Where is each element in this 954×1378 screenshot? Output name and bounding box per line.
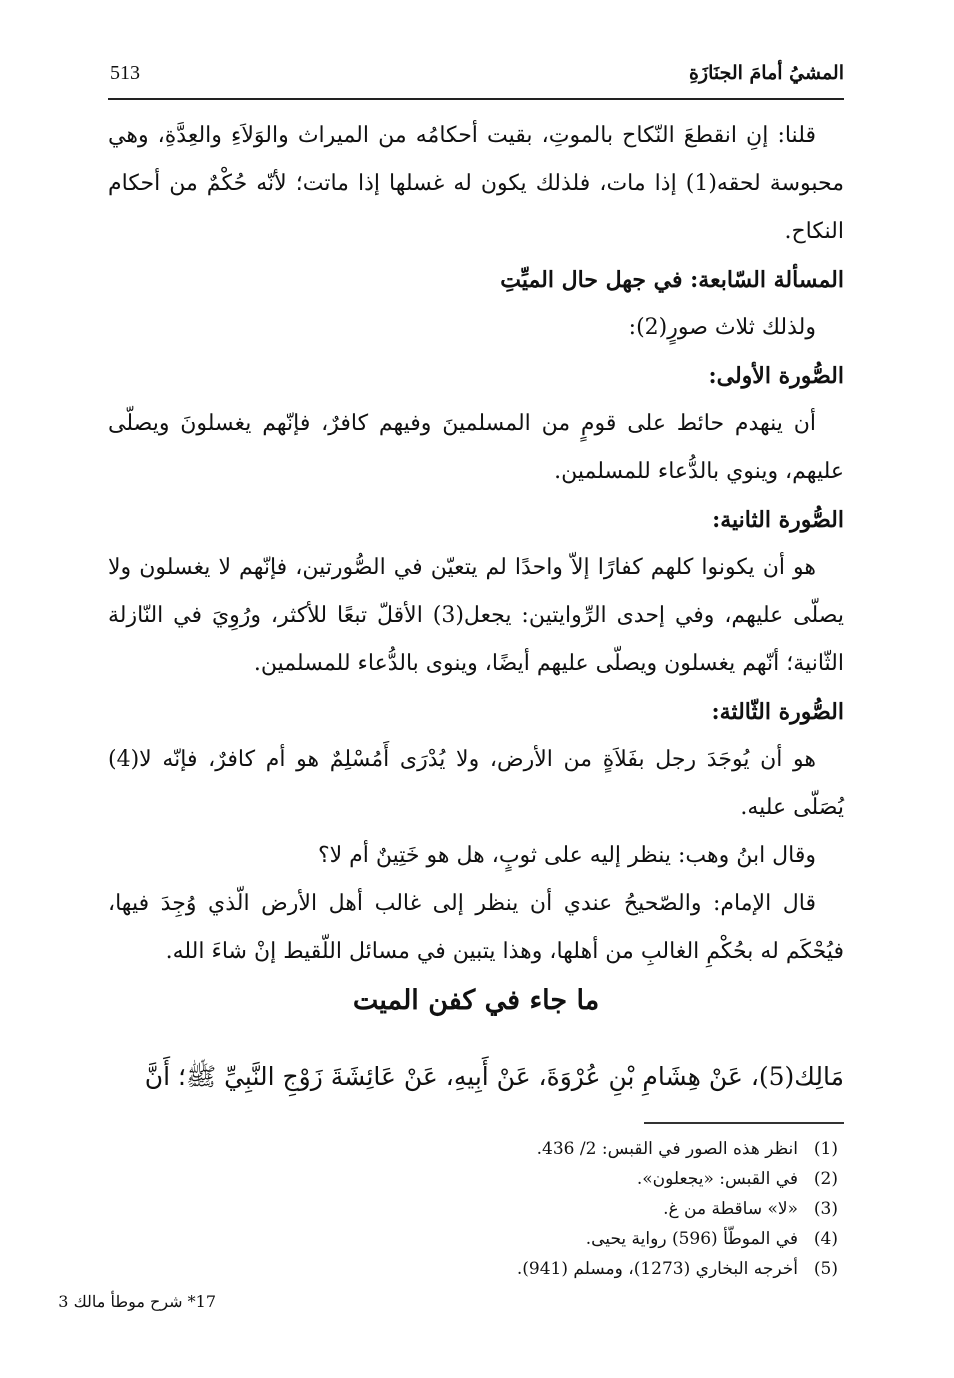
footnote — [108, 1254, 838, 1284]
heading-issue-seven: المسألة السّابعة: في جهل حال الميِّتِ — [500, 267, 844, 293]
footnote-number: (4) — [813, 1229, 838, 1249]
heading-case-two: الصُّورة الثانية: — [712, 507, 844, 533]
footnote-text: في الموطّأ (596) رواية يحيى. — [585, 1229, 798, 1249]
hadith-line: مَالِك(5)، عَنْ هِشَامِ بْنِ عُرْوَةَ، عَنْ أَبِيهِ، عَنْ عَائِشَةَ زَوْجِ النَّبِيِّ ﷺ؛ أَنَّ — [144, 1062, 844, 1091]
footnote-text: «لا» ساقطة من غ. — [663, 1199, 798, 1219]
body-text — [108, 112, 844, 976]
signature-text: 17* شرح موطأ مالك 3 — [58, 1292, 216, 1311]
heading-case-three: الصُّورة الثّالثة: — [711, 699, 844, 725]
footnote-number: (1) — [813, 1139, 838, 1159]
footnote — [108, 1224, 838, 1254]
running-header — [108, 56, 844, 96]
running-title: المشيُ أمامَ الجنَازَةِ — [688, 62, 844, 84]
paragraph: قلنا: إنِ انقطعَ النّكاح بالموتِ، بقيت أحكامُه من الميراث والوَلاَءِ والعِدَّةِ، وهي محبوسة لحقه(1) إذا مات، فلذلك يكون له غسلها إذا ماتت؛ لأنّه حُكْمٌ من أحكام النكاح. — [108, 123, 844, 244]
paragraph: هو أن يكونوا كلهم كفارًا إلاّ واحدًا لم يتعيّن في الصُّورتين، فإنّهم لا يغسلون ولا يصلّى عليهم، وفي إحدى الرِّوايتين: يجعل(3) الأقلّ تبعًا للأكثر، ورُوِيَ في النّازلة الثّانية؛ أنّهم يغسلون ويصلّى عليهم أيضًا، وينوى بالدُّعاء للمسلمين. — [108, 555, 844, 676]
paragraph: قال الإمام: والصّحيحُ عندي أن ينظر إلى غالب أهل الأرض الّذي وُجِدَ فيها، فيُحْكَم له بحُكْمِ الغالبِ من أهلها، وهذا يتبين في مسائل اللّقيط إنْ شاءَ الله. — [108, 891, 844, 964]
footnote-number: (2) — [813, 1169, 838, 1189]
footnote — [108, 1134, 838, 1164]
paragraph: ولذلك ثلاث صورٍ(2): — [628, 315, 816, 340]
paragraph: وقال ابنُ وهب: ينظر إليه على ثوبٍ، هل هو خَتِينٌ أم لا؟ — [317, 843, 816, 868]
header-rule — [108, 98, 844, 100]
footnote-number: (3) — [813, 1199, 838, 1219]
section-title: ما جاء في كفن الميت — [352, 985, 600, 1016]
footnote-text: أخرجه البخاري (1273)، ومسلم (941). — [516, 1259, 798, 1279]
footnote-number: (5) — [813, 1259, 838, 1279]
paragraph: أن ينهدم حائط على قومٍ من المسلمينَ وفيهم كافرٌ، فإنّهم يغسلونَ ويصلّى عليهم، وينوي بالدُّعاء للمسلمين. — [108, 411, 844, 484]
heading-case-one: الصُّورة الأولى: — [708, 363, 844, 389]
footnote — [108, 1194, 838, 1224]
page-number: 513 — [110, 62, 140, 84]
footnote-text: انظر هذه الصور في القبس: 2/ 436. — [536, 1139, 798, 1159]
footnote-text: في القبس: «يجعلون». — [636, 1169, 798, 1189]
footnotes — [108, 1134, 838, 1284]
paragraph: هو أن يُوجَدَ رجل بفَلاَةٍ من الأرض، ولا يُدْرَى أَمُسْلِمٌ هو أم كافرٌ، فإنّه لا(4) يُصَلّى عليه. — [108, 747, 844, 820]
footnote-rule — [644, 1122, 844, 1124]
footnote — [108, 1164, 838, 1194]
